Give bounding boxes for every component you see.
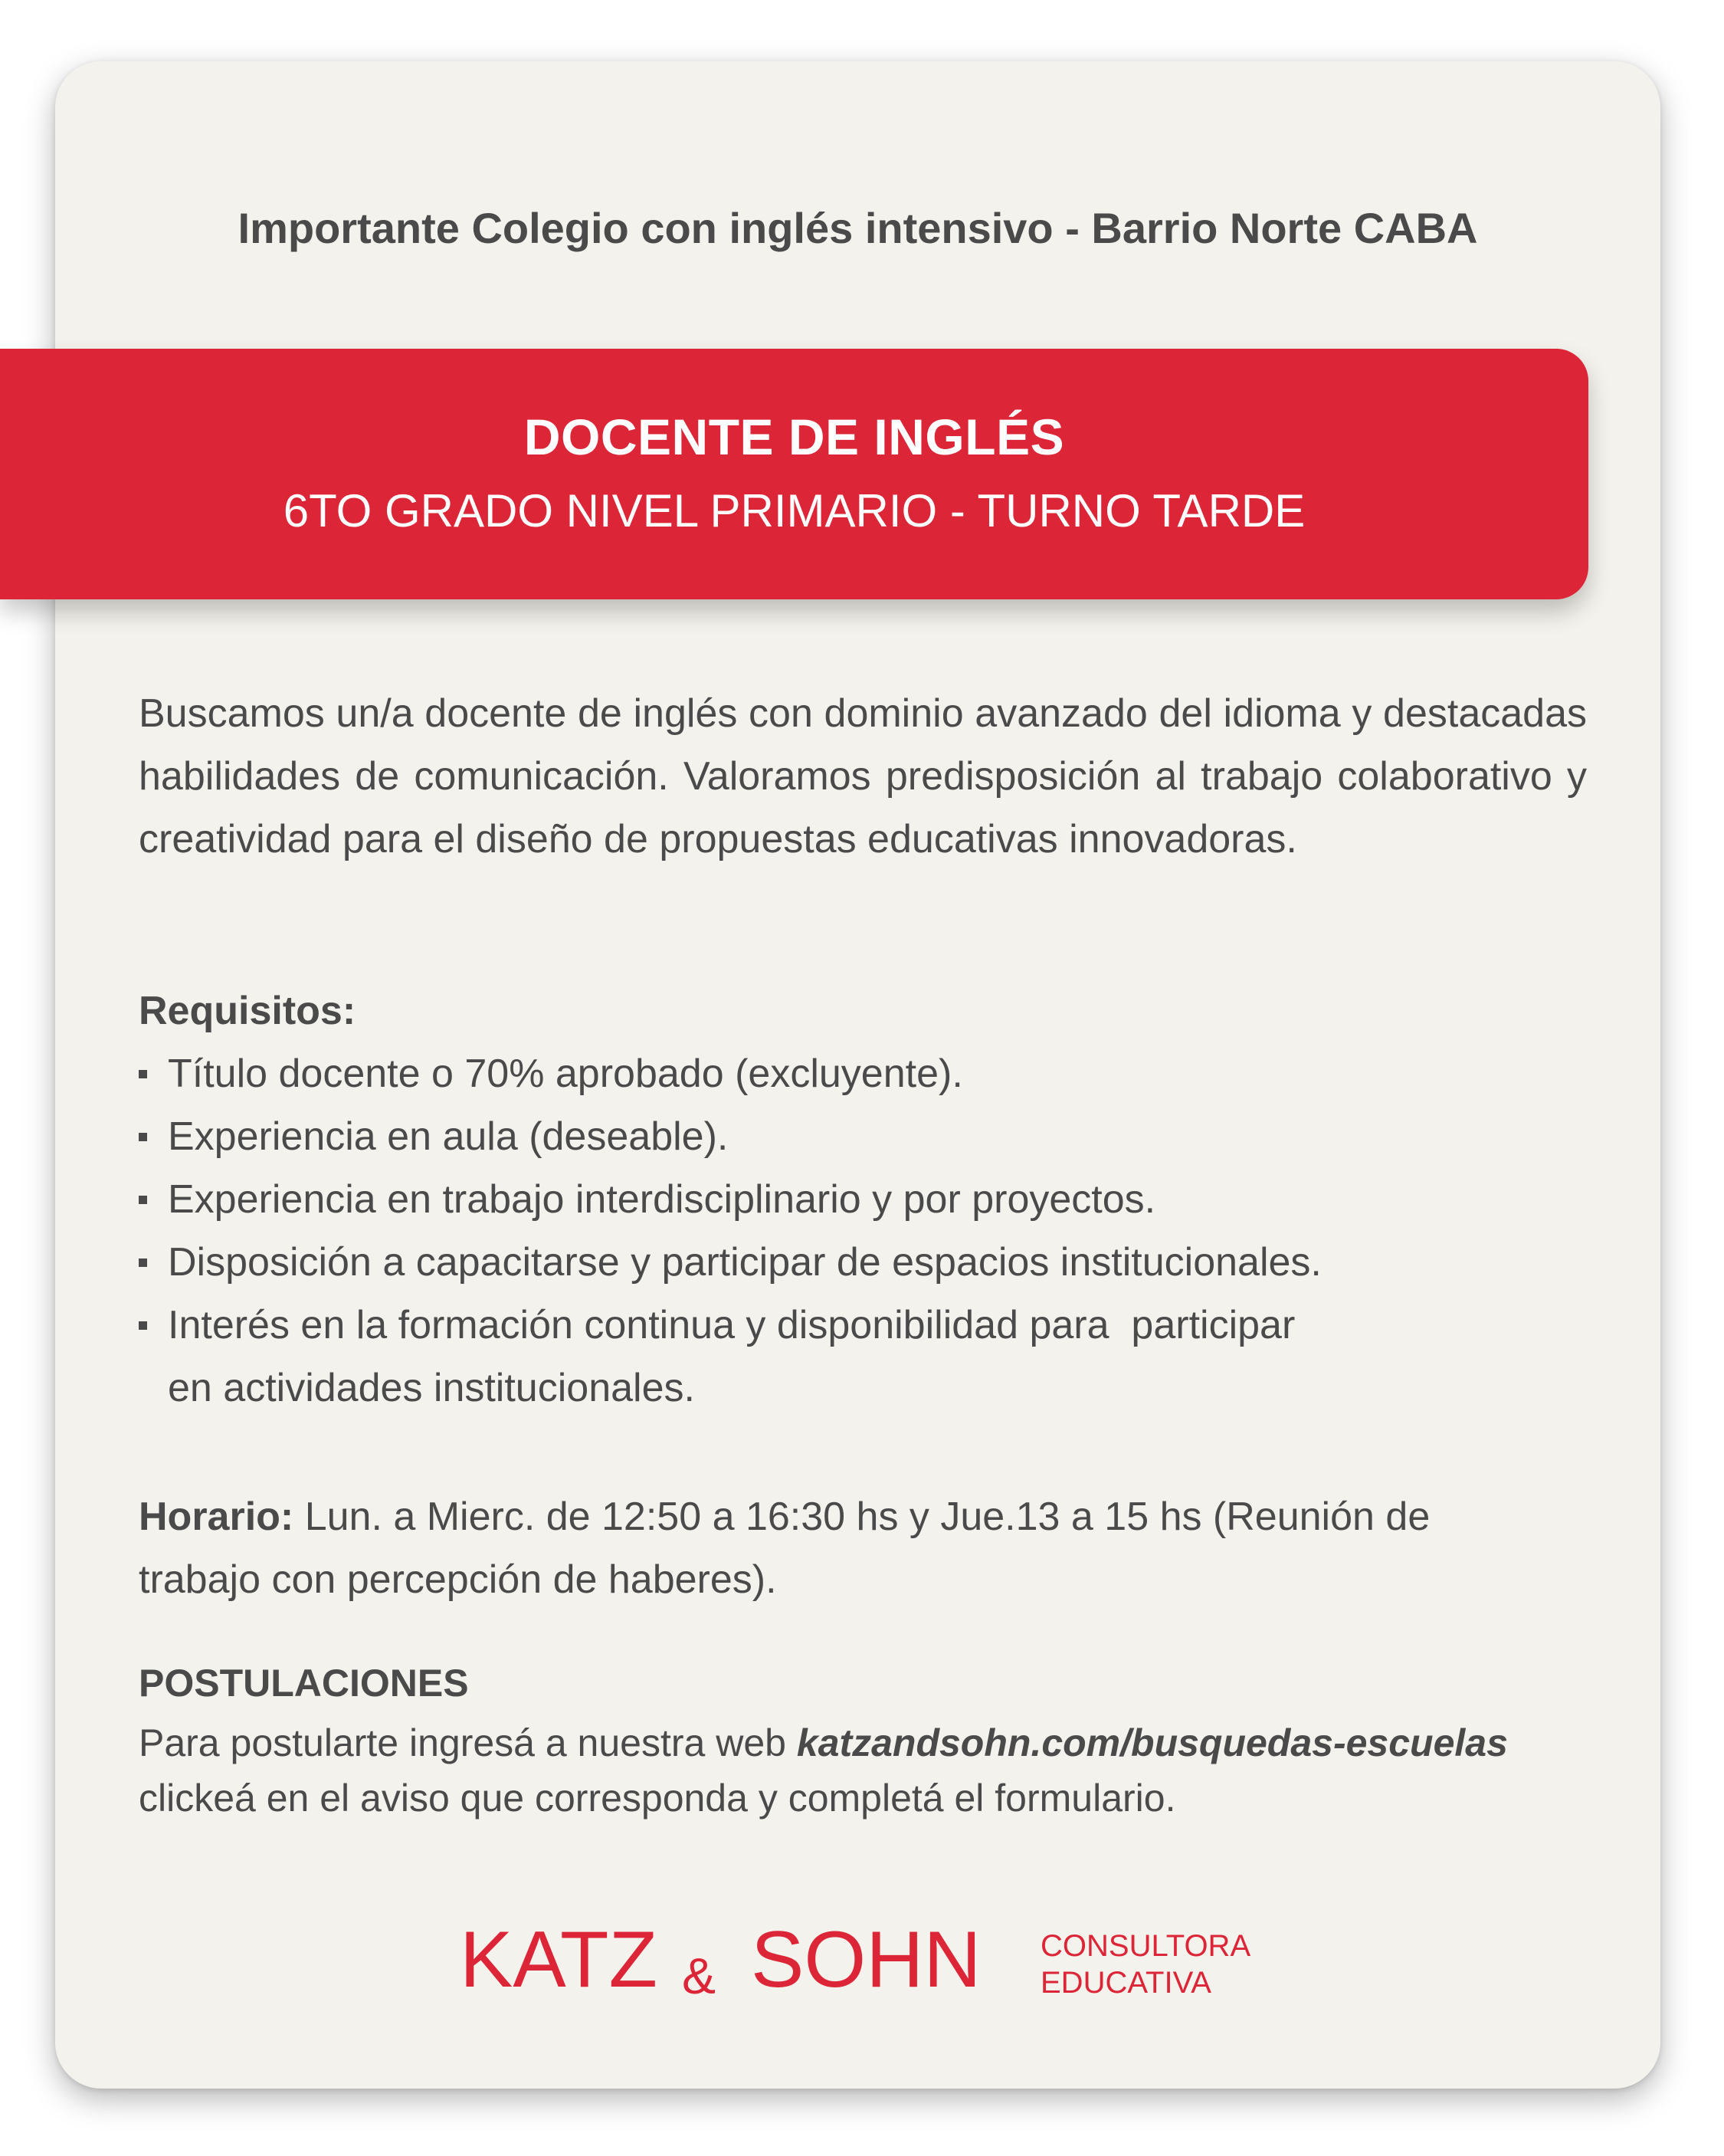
job-title: DOCENTE DE INGLÉS	[523, 409, 1065, 465]
brand-tagline	[1041, 1928, 1250, 2001]
requirement-item: Disposición a capacitarse y participar de espacios institucionales.	[139, 1231, 1587, 1294]
applications-text-before: Para postularte ingresá a nuestra web	[139, 1721, 797, 1764]
school-heading: Importante Colegio con inglés intensivo - Barrio Norte CABA	[238, 204, 1478, 252]
bullet-icon	[139, 1070, 147, 1078]
job-subtitle: 6TO GRADO NIVEL PRIMARIO - TURNO TARDE	[283, 485, 1306, 537]
schedule-line-2: trabajo con percepción de haberes).	[139, 1557, 777, 1602]
requirements-title: Requisitos:	[139, 989, 356, 1033]
requirement-item: Experiencia en trabajo interdisciplinario y por proyectos.	[139, 1168, 1587, 1231]
brand-sohn: SOHN	[751, 1915, 982, 2004]
brand-katz: KATZ	[460, 1915, 658, 2004]
brand-ampersand: &	[682, 1948, 716, 2004]
applications-text-after: clickeá en el aviso que corresponda y completá el formulario.	[139, 1777, 1176, 1820]
bullet-icon	[139, 1258, 147, 1267]
job-title-banner	[0, 349, 1588, 599]
bullet-icon	[139, 1196, 147, 1204]
brand-educativa: EDUCATIVA	[1041, 1966, 1211, 2000]
requirement-item-continuation: en actividades institucionales.	[168, 1366, 695, 1410]
website-link[interactable]: katzandsohn.com/busquedas-escuelas	[796, 1721, 1508, 1764]
job-description: Buscamos un/a docente de inglés con dominio avanzado del idioma y destacadas habilidades de comunicación. Valoramos predisposición al trabajo colaborativo y creatividad para el diseño de propuestas educativas innovadoras.	[139, 691, 1587, 861]
requirement-item: Título docente o 70% aprobado (excluyente).	[139, 1042, 1587, 1105]
schedule-label: Horario:	[139, 1495, 294, 1539]
applications-title: POSTULACIONES	[139, 1662, 469, 1705]
schedule-line-1: Lun. a Mierc. de 12:50 a 16:30 hs y Jue.13 a 15 hs (Reunión de	[293, 1495, 1431, 1539]
bullet-icon	[139, 1321, 147, 1330]
applications-text	[139, 1715, 1587, 1826]
bullet-icon	[139, 1133, 147, 1141]
requirements-list	[139, 1042, 1587, 1419]
requirement-item: Interés en la formación continua y disponibilidad para participar	[139, 1294, 1587, 1357]
schedule	[139, 1485, 1587, 1611]
requirement-item: Experiencia en aula (deseable).	[139, 1105, 1587, 1168]
brand-consultora: CONSULTORA	[1041, 1929, 1251, 1963]
